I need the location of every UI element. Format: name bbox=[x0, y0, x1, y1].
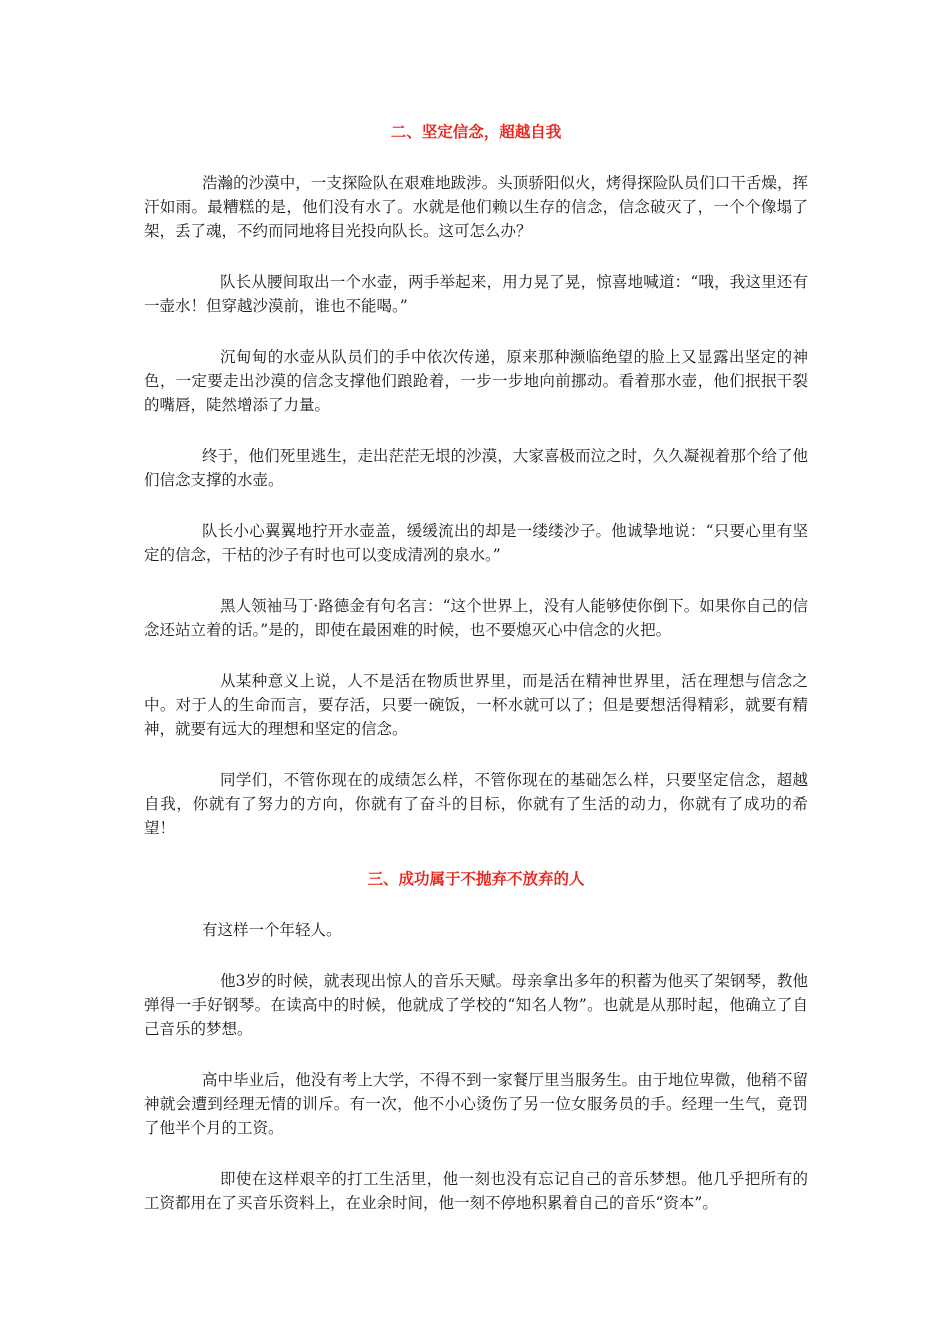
s2-paragraph-6: 黑人领袖马丁·路德金有句名言：“这个世界上，没有人能够使你倒下。如果你自己的信念还站立着的话。”是的，即使在最困难的时候，也不要熄灭心中信念的火把。 bbox=[144, 597, 808, 639]
s2-paragraph-5: 队长小心翼翼地拧开水壶盖，缓缓流出的却是一缕缕沙子。他诚挚地说：“只要心里有坚定的信念，干枯的沙子有时也可以变成清冽的泉水。” bbox=[144, 522, 808, 564]
section-2-heading: 二、坚定信念，超越自我 bbox=[390, 122, 562, 141]
s2-paragraph-3: 沉甸甸的水壶从队员们的手中依次传递，原来那种濒临绝望的脸上又显露出坚定的神色，一定要走出沙漠的信念支撑他们踉跄着，一步一步地向前挪动。看着那水壶，他们抿抿干裂的嘴唇，陡然增添了力量。 bbox=[144, 348, 808, 414]
s2-paragraph-4: 终于，他们死里逃生，走出茫茫无垠的沙漠，大家喜极而泣之时，久久凝视着那个给了他们信念支撑的水壶。 bbox=[144, 447, 808, 489]
s2-paragraph-7: 从某种意义上说，人不是活在物质世界里，而是活在精神世界里，活在理想与信念之中。对于人的生命而言，要存活，只要一碗饭，一杯水就可以了；但是要想活得精彩，就要有精神，就要有远大的理想和坚定的信念。 bbox=[144, 672, 808, 738]
s2-paragraph-2: 队长从腰间取出一个水壶，两手举起来，用力晃了晃，惊喜地喊道：“哦，我这里还有一壶水！但穿越沙漠前，谁也不能喝。” bbox=[144, 273, 808, 315]
s3-paragraph-4: 即使在这样艰辛的打工生活里，他一刻也没有忘记自己的音乐梦想。他几乎把所有的工资都用在了买音乐资料上，在业余时间，他一刻不停地积累着自己的音乐“资本”。 bbox=[144, 1170, 808, 1212]
s2-paragraph-1: 浩瀚的沙漠中，一支探险队在艰难地跋涉。头顶骄阳似火，烤得探险队员们口干舌燥，挥汗如雨。最糟糕的是，他们没有水了。水就是他们赖以生存的信念，信念破灭了，一个个像塌了架，丢了魂，不约而同地将目光投向队长。这可怎么办？ bbox=[144, 174, 808, 240]
document-body bbox=[144, 120, 808, 1215]
section-3-heading: 三、成功属于不抛弃不放弃的人 bbox=[367, 869, 585, 888]
s3-paragraph-3: 高中毕业后，他没有考上大学，不得不到一家餐厅里当服务生。由于地位卑微，他稍不留神就会遭到经理无情的训斥。有一次，他不小心烫伤了另一位女服务员的手。经理一生气，竟罚了他半个月的工资。 bbox=[144, 1071, 808, 1137]
s3-paragraph-2: 他3岁的时候，就表现出惊人的音乐天赋。母亲拿出多年的积蓄为他买了架钢琴，教他弹得一手好钢琴。在读高中的时候，他就成了学校的“知名人物”。也就是从那时起，他确立了自己音乐的梦想。 bbox=[144, 972, 808, 1038]
s3-paragraph-1: 有这样一个年轻人。 bbox=[202, 921, 342, 939]
s2-paragraph-8: 同学们，不管你现在的成绩怎么样，不管你现在的基础怎么样，只要坚定信念，超越自我，你就有了努力的方向，你就有了奋斗的目标，你就有了生活的动力，你就有了成功的希望！ bbox=[144, 771, 808, 837]
